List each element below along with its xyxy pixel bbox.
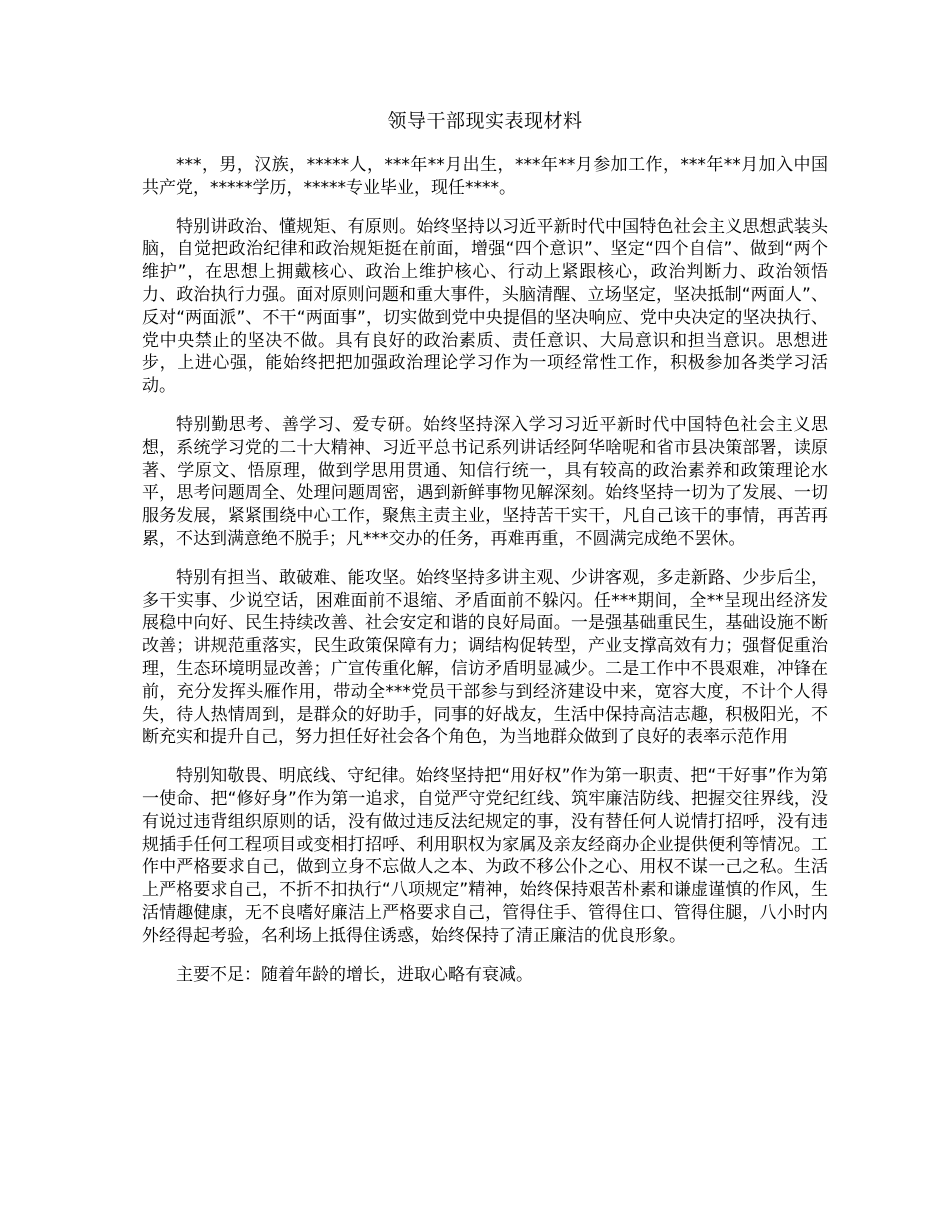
paragraph-study: 特别勤思考、善学习、爱专研。始终坚持深入学习习近平新时代中国特色社会主义思想，系统学习党的二十大精神、习近平总书记系列讲话经阿华啥呢和省市县决策部署，读原著、学原文、悟原理，做到学思用贯通、知信行统一，具有较高的政治素养和政策理论水平，思考问题周全、处理问题周密，遇到新鲜事物见解深刻。始终坚持一切为了发展、一切服务发展，紧紧围绕中心工作，聚焦主责主业，坚持苦干实干，凡自己该干的事情，再苦再累，不达到满意绝不脱手；凡***交办的任务，再难再重，不圆满完成绝不罢休。 (142, 414, 828, 549)
paragraph-basic-info: ***，男，汉族，*****人，***年**月出生，***年**月参加工作，***年**月加入中国共产党，*****学历，*****专业毕业，现任****。 (142, 155, 828, 198)
document-title: 领导干部现实表现材料 (387, 110, 583, 132)
paragraph-politics: 特别讲政治、懂规矩、有原则。始终坚持以习近平新时代中国特色社会主义思想武装头脑，自觉把政治纪律和政治规矩挺在前面，增强“四个意识”、坚定“四个自信”、做到“两个维护”，在思想上拥戴核心、政治上维护核心、行动上紧跟核心，政治判断力、政治领悟力、政治执行力强。面对原则问题和重大事件，头脑清醒、立场坚定，坚决抵制“两面人”、反对“两面派”、不干“两面事”，切实做到党中央提倡的坚决响应、党中央决定的坚决执行、党中央禁止的坚决不做。具有良好的政治素质、责任意识、大局意识和担当意识。思想进步，上进心强，能始终把把加强政治理论学习作为一项经常性工作，积极参加各类学习活动。 (142, 216, 828, 397)
paragraph-responsibility: 特别有担当、敢破难、能攻坚。始终坚持多讲主观、少讲客观，多走新路、少步后尘，多干实事、少说空话，困难面前不退缩、矛盾面前不躲闪。任***期间，全**呈现出经济发展稳中向好、民生持续改善、社会安定和谐的良好局面。一是强基础重民生，基础设施不断改善；讲规范重落实，民生政策保障有力；调结构促转型，产业支撑高效有力；强督促重治理，生态环境明显改善；广宣传重化解，信访矛盾明显减少。二是工作中不畏艰难，冲锋在前，充分发挥头雁作用，带动全***党员干部参与到经济建设中来，宽容大度，不计个人得失，待人热情周到，是群众的好助手，同事的好战友，生活中保持高洁志趣，积极阳光，不断充实和提升自己，努力担任好社会各个角色，为当地群众做到了良好的表率示范作用 (142, 567, 828, 748)
paragraph-discipline: 特别知敬畏、明底线、守纪律。始终坚持把“用好权”作为第一职责、把“干好事”作为第一使命、把“修好身”作为第一追求，自觉严守党纪红线、筑牢廉洁防线、把握交往界线，没有说过违背组织原则的话，没有做过违反法纪规定的事，没有替任何人说情打招呼，没有违规插手任何工程项目或变相打招呼、利用职权为家属及亲友经商办企业提供便利等情况。工作中严格要求自己，做到立身不忘做人之本、为政不移公仆之心、用权不谋一己之私。生活上严格要求自己，不折不扣执行“八项规定”精神，始终保持艰苦朴素和谦虚谨慎的作风，生活情趣健康，无不良嗜好廉洁上严格要求自己，管得住手、管得住口、管得住腿，八小时内外经得起考验，名利场上抵得住诱惑，始终保持了清正廉洁的优良形象。 (142, 766, 828, 946)
document-page (142, 108, 828, 1002)
paragraph-shortcomings: 主要不足：随着年龄的增长，进取心略有衰减。 (176, 964, 533, 985)
